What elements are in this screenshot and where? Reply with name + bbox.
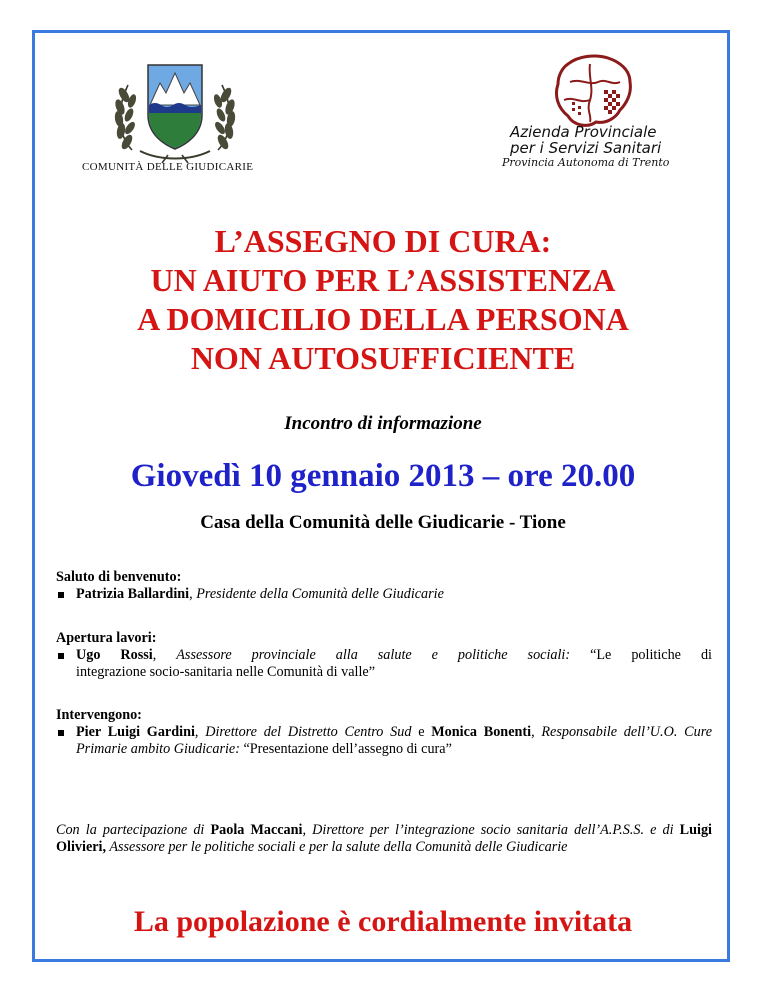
apss-map-logo xyxy=(550,52,635,130)
separator: , xyxy=(152,647,177,663)
speaker-name: Ugo Rossi xyxy=(76,647,153,663)
speaker-role: Presidente della Comunità delle Giudicarie xyxy=(196,586,444,602)
speakers-section xyxy=(56,707,712,758)
welcome-item xyxy=(56,586,712,603)
bullet-square-icon xyxy=(58,592,64,598)
welcome-section xyxy=(56,569,712,603)
event-date: Giovedì 10 gennaio 2013 – ore 20.00 xyxy=(130,458,636,494)
opening-section xyxy=(56,630,712,681)
speaker-role: Responsabile dell’U.O. Cure Primarie ambito Giudicarie: xyxy=(76,724,712,757)
apss-province-line: Provincia Autonoma di Trento xyxy=(502,156,670,169)
talk-title-part: “Le politiche di xyxy=(570,647,712,663)
participant-name: Paola Maccani xyxy=(210,822,303,838)
title-line: L’ASSEGNO DI CURA: xyxy=(214,223,552,259)
left-logo-caption: COMUNITÀ DELLE GIUDICARIE xyxy=(82,161,254,173)
event-subtitle: Incontro di informazione xyxy=(284,413,482,434)
title-line: UN AIUTO PER L’ASSISTENZA xyxy=(150,262,616,298)
separator: , xyxy=(531,724,535,740)
apss-name-line2: per i Servizi Sanitari xyxy=(510,139,662,157)
opening-item xyxy=(56,647,712,681)
speaker-role: Assessore provinciale alla salute e politiche sociali: xyxy=(176,647,571,663)
bullet-square-icon xyxy=(58,653,64,659)
speaker-name: Pier Luigi Gardini xyxy=(76,724,195,740)
closing-text: , Direttore per l’integrazione socio sanitaria dell’A.P.S.S. e di xyxy=(302,822,680,838)
speakers-heading: Intervengono: xyxy=(56,707,142,723)
opening-heading: Apertura lavori: xyxy=(56,630,157,646)
event-venue: Casa della Comunità delle Giudicarie - Tione xyxy=(200,512,566,533)
apss-name-line1: Azienda Provinciale xyxy=(510,123,657,141)
event-title xyxy=(40,222,726,378)
participant-name: Luigi Olivieri, xyxy=(56,822,713,855)
closing-paragraph xyxy=(56,822,712,856)
speakers-item xyxy=(56,724,712,758)
title-line: A DOMICILIO DELLA PERSONA xyxy=(137,301,629,337)
talk-title-part: integrazione socio-sanitaria nelle Comunità di valle” xyxy=(76,664,376,680)
welcome-heading: Saluto di benvenuto: xyxy=(56,569,182,585)
talk-title: “Presentazione dell’assegno di cura” xyxy=(239,741,452,757)
separator: , xyxy=(194,724,206,740)
invitation-line: La popolazione è cordialmente invitata xyxy=(133,905,633,938)
separator: , xyxy=(189,586,197,602)
closing-text: Assessore per le politiche sociali e per la salute della Comunità delle Giudicarie xyxy=(106,839,568,855)
speaker-name: Monica Bonenti xyxy=(431,724,532,740)
speaker-role: Direttore del Distretto Centro Sud xyxy=(205,724,412,740)
conjunction: e xyxy=(411,724,432,740)
title-line: NON AUTOSUFFICIENTE xyxy=(190,340,576,376)
speaker-name: Patrizia Ballardini xyxy=(76,586,190,602)
closing-text: Con la partecipazione di xyxy=(56,822,211,838)
bullet-square-icon xyxy=(58,730,64,736)
